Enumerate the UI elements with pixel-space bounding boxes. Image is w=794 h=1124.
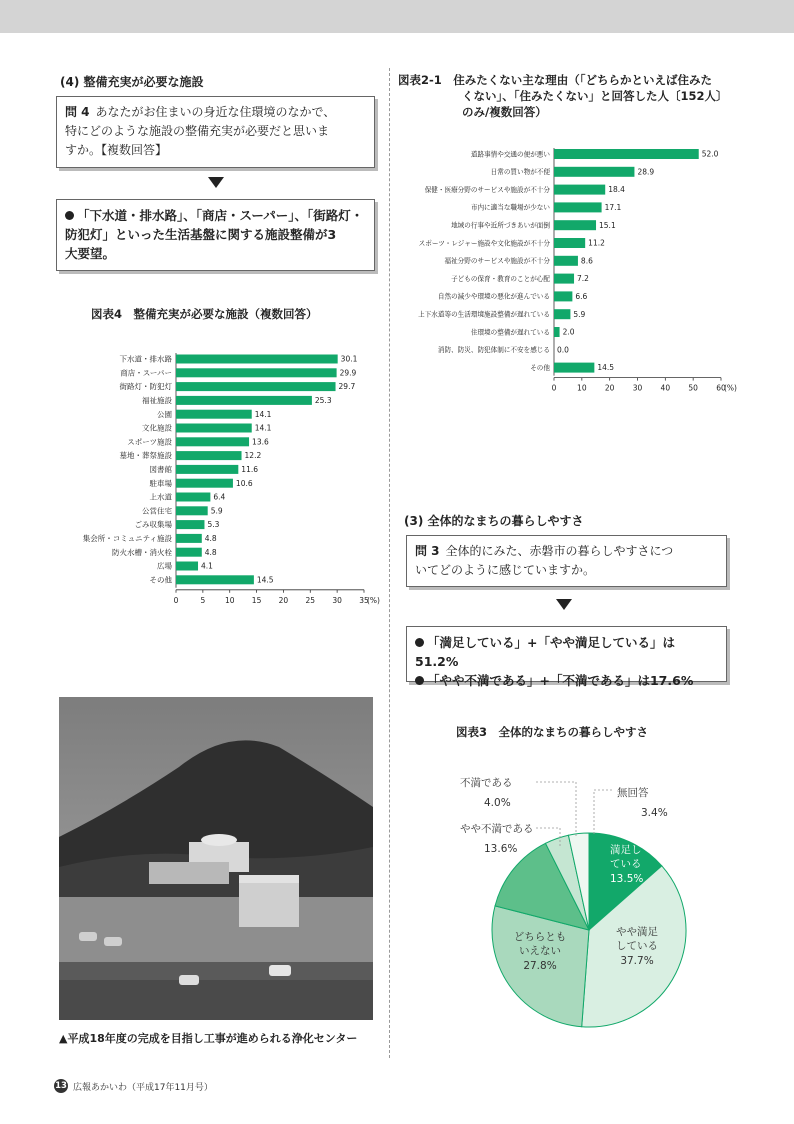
category-label: 上下水道等の生活環境施設整備が遅れている — [418, 310, 550, 319]
bar-value-label: 8.6 — [580, 256, 593, 266]
category-label: その他 — [530, 363, 550, 372]
bar-value-label: 5.3 — [207, 520, 220, 530]
x-axis-unit: (%) — [724, 383, 737, 393]
pie-slice-label: 無回答 — [617, 787, 649, 799]
section-title-facilities: (4) 整備充実が必要な施設 — [60, 75, 204, 89]
answer-line: 大要望。 — [65, 246, 116, 261]
pie-slice-label: 不満である — [460, 777, 513, 789]
chart21-title-line: くない」、「住みたくない」と回答した人〔152人〕 — [462, 89, 728, 103]
bar-value-label: 14.1 — [254, 409, 272, 419]
question-number: 問 3 — [415, 544, 440, 558]
bar-value-label: 18.4 — [608, 185, 625, 195]
category-label: 地域の行事や近所づきあいが面倒 — [451, 221, 550, 230]
category-label: ごみ収集場 — [134, 520, 172, 530]
pie-slice-label: いえない — [519, 945, 561, 957]
chart21-title-line: のみ/複数回答） — [462, 105, 547, 119]
x-tick-label: 5 — [200, 595, 206, 605]
x-tick-label: 20 — [278, 595, 289, 605]
category-label: 公園 — [157, 409, 172, 419]
pie-slice-label: やや満足 — [616, 926, 658, 938]
pie-slice-value: 3.4% — [641, 807, 668, 819]
category-label: 文化施設 — [142, 423, 172, 433]
category-label: 広場 — [157, 561, 172, 571]
pie-slice-value: 4.0% — [484, 797, 511, 809]
question-line: あなたがお住まいの身近な住環境のなかで、 — [95, 105, 336, 119]
bar-value-label: 29.9 — [339, 368, 357, 378]
x-tick-label: 0 — [551, 383, 557, 393]
x-tick-label: 35 — [359, 595, 369, 605]
bar-value-label: 4.8 — [204, 547, 217, 557]
answer-line: 防犯灯」といった生活基盤に関する施設整備が3 — [65, 227, 337, 242]
category-label: 街路灯・防犯灯 — [119, 382, 172, 392]
bar-value-label: 6.6 — [575, 292, 588, 302]
x-axis-unit: (%) — [367, 595, 380, 605]
leader-line — [536, 782, 576, 838]
bar-value-label: 5.9 — [573, 309, 586, 319]
category-label: 住環境の整備が遅れている — [470, 328, 550, 337]
x-tick-label: 0 — [173, 595, 179, 605]
category-label: 防火水槽・消火栓 — [112, 547, 172, 557]
bar-value-label: 5.9 — [210, 506, 223, 516]
x-tick-label: 15 — [251, 595, 262, 605]
bar-value-label: 17.1 — [604, 203, 622, 213]
category-label: 下水道・排水路 — [119, 354, 172, 364]
category-label: 日常の買い物が不便 — [490, 168, 550, 177]
bar-value-label: 4.8 — [204, 534, 217, 544]
x-tick-label: 40 — [660, 383, 671, 393]
question-line: 特にどのような施設の整備充実が必要だと思いま — [65, 124, 330, 138]
category-label: その他 — [149, 575, 172, 585]
pie-slice-value: 27.8% — [523, 960, 557, 972]
category-label: 道路事情や交通の便が悪い — [470, 150, 550, 159]
bar-value-label: 4.1 — [201, 561, 213, 571]
x-tick-label: 50 — [688, 383, 698, 393]
category-label: スポーツ施設 — [127, 437, 172, 447]
bar-value-label: 14.5 — [256, 575, 274, 585]
bar-value-label: 13.6 — [252, 437, 269, 447]
pie-slice-label: ている — [610, 858, 642, 870]
category-label: スポーツ・レジャー施設や文化施設が不十分 — [418, 239, 550, 248]
bar-value-label: 14.1 — [254, 423, 272, 433]
pie-slice-value: 13.5% — [610, 873, 644, 885]
category-label: 上水道 — [149, 492, 172, 502]
footer — [54, 1079, 213, 1093]
x-tick-label: 30 — [332, 595, 342, 605]
bar-value-label: 12.2 — [244, 451, 262, 461]
category-label: 駐車場 — [149, 478, 172, 488]
bar-value-label: 11.2 — [588, 238, 605, 248]
pie-slice-value: 13.6% — [484, 843, 518, 855]
section-title-livability: (3) 全体的なまちの暮らしやすさ — [404, 514, 584, 528]
bar-value-label: 14.5 — [597, 363, 615, 373]
category-label: 集会所・コミュニティ施設 — [82, 534, 172, 544]
category-label: 福祉分野のサービスや施設が不十分 — [444, 257, 550, 266]
x-tick-label: 60 — [716, 383, 726, 393]
answer-line: 「下水道・排水路」、「商店・スーパー」、「街路灯・ — [77, 208, 364, 223]
category-label: 図書館 — [149, 465, 172, 475]
chart21-title-line: 図表2-1 住みたくない主な理由（「どちらかといえば住みた — [398, 73, 713, 87]
bar-value-label: 7.2 — [577, 274, 589, 284]
bar-value-label: 52.0 — [701, 149, 719, 159]
bar-value-label: 30.1 — [340, 354, 358, 364]
bar-value-label: 15.1 — [599, 220, 616, 230]
category-label: 墓地・葬祭施設 — [119, 451, 172, 461]
category-label: 福祉施設 — [142, 396, 172, 406]
question-number: 問 4 — [65, 105, 90, 119]
answer-line: 「やや不満である」+「不満である」は17.6% — [427, 673, 694, 688]
category-label: 消防、防災、防犯体制に不安を感じる — [437, 346, 550, 355]
bar-value-label: 6.4 — [213, 492, 226, 502]
bar-value-label: 25.3 — [314, 396, 332, 406]
bar-value-label: 0.0 — [557, 345, 569, 355]
leader-line — [594, 790, 613, 834]
category-label: 子どもの保育・教育のことが心配 — [451, 274, 550, 283]
bar-value-label: 28.9 — [637, 167, 655, 177]
x-tick-label: 10 — [577, 383, 587, 393]
pie-slice-label: 満足し — [610, 844, 642, 856]
chart4-title: 図表4 整備充実が必要な施設（複数回答） — [91, 307, 318, 321]
footer-text: 広報あかいわ（平成17年11月号） — [73, 1082, 213, 1093]
x-tick-label: 25 — [305, 595, 316, 605]
pie-slice-value: 37.7% — [620, 955, 654, 967]
x-tick-label: 10 — [224, 595, 235, 605]
photo-caption: ▲平成18年度の完成を目指し工事が進められる浄化センター — [59, 1032, 358, 1045]
chart3-title: 図表3 全体的なまちの暮らしやすさ — [456, 725, 648, 739]
category-label: 商店・スーパー — [120, 368, 172, 378]
pie-slice-label: やや不満である — [460, 823, 534, 835]
question-line: すか。【複数回答】 — [65, 143, 168, 157]
bar-value-label: 10.6 — [235, 478, 253, 488]
category-label: 公営住宅 — [142, 506, 172, 516]
pie-slice-label: どちらとも — [513, 931, 567, 943]
answer-line: 「満足している」+「やや満足している」は51.2% — [415, 635, 675, 669]
page-number: 13 — [55, 1081, 67, 1091]
question-line: 全体的にみた、赤磐市の暮らしやすさにつ — [445, 544, 674, 558]
category-label: 自然の減少や環境の悪化が進んでいる — [437, 292, 550, 301]
bar-value-label: 29.7 — [338, 382, 356, 392]
bar-value-label: 11.6 — [241, 465, 259, 475]
question-line: いてどのように感じていますか。 — [415, 563, 596, 577]
x-tick-label: 20 — [604, 383, 615, 393]
pie-slice-label: している — [616, 940, 658, 952]
bar-value-label: 2.0 — [562, 327, 575, 337]
category-label: 保健・医療分野のサービスや施設が不十分 — [424, 185, 550, 194]
x-tick-label: 30 — [632, 383, 643, 393]
category-label: 市内に適当な職場が少ない — [470, 203, 550, 212]
